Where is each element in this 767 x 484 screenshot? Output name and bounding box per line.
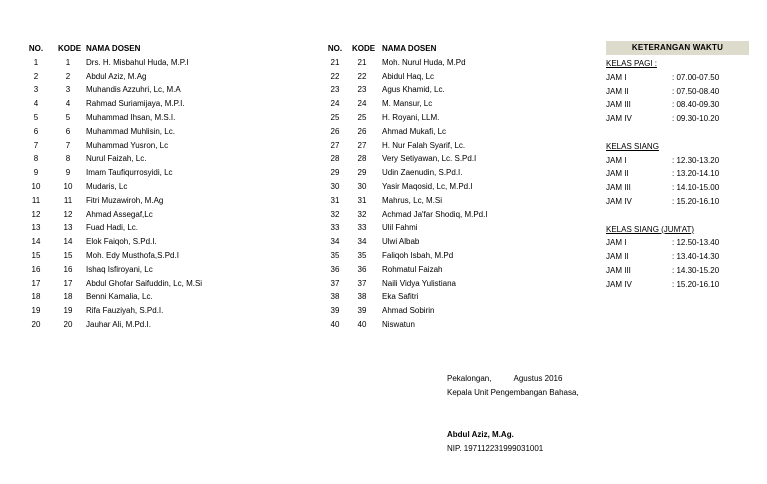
session-row [606,236,749,250]
row-nama: Naili Vidya Yulistiana [382,278,456,288]
table-row [327,304,607,318]
table-row [327,56,607,70]
row-nama: Benni Kamalia, Lc. [86,292,153,302]
table-row [327,277,607,291]
row-no: 27 [330,140,340,150]
row-nama: Udin Zaenudin, S.Pd.I. [382,168,463,178]
row-nama: H. Royani, LLM. [382,112,440,122]
session-title: KELAS SIANG [606,141,659,151]
row-kode: 10 [63,181,73,191]
session-time: : 15.20-16.10 [672,279,720,289]
row-kode: 4 [65,99,71,109]
signature-date: Agustus 2016 [513,374,563,383]
session-jam: JAM IV [606,196,632,206]
table-row [327,235,607,249]
table-row [28,277,308,291]
session-row [606,167,749,181]
row-nama: Jauhar Ali, M.Pd.I. [86,319,151,329]
row-kode: 13 [63,223,73,233]
table-row [28,263,308,277]
session-row [606,278,749,292]
session-jam: JAM I [606,238,627,248]
table-row [327,83,607,97]
row-kode: 9 [65,168,71,178]
row-no: 3 [33,85,39,95]
header-nama: NAMA DOSEN [382,44,437,53]
row-no: 32 [330,209,340,219]
session-row [606,250,749,264]
row-kode: 2 [65,71,71,81]
session-time: : 09.30-10.20 [672,114,720,124]
row-kode: 1 [65,57,71,67]
table-row [28,97,308,111]
row-kode: 38 [357,292,367,302]
row-kode: 33 [357,223,367,233]
row-nama: Rohmatul Faizah [382,264,443,274]
row-nama: Rahmad Suriamijaya, M.P.I. [86,99,185,109]
session-row [606,195,749,209]
row-nama: Moh. Nurul Huda, M.Pd [382,57,466,67]
row-no: 36 [330,264,340,274]
row-nama: Muhandis Azzuhri, Lc, M.A [86,85,181,95]
session-jam: JAM III [606,100,631,110]
row-no: 14 [31,237,41,247]
row-nama: Muhammad Muhlisin, Lc. [86,126,175,136]
row-no: 4 [33,99,39,109]
table-row [327,111,607,125]
session-time: : 12.30-13.20 [672,155,720,165]
row-kode: 21 [357,57,367,67]
row-nama: Eka Safitri [382,292,419,302]
row-no: 1 [33,57,39,67]
row-kode: 18 [63,292,73,302]
session-jam: JAM II [606,169,629,179]
row-nama: Fitri Muzawiroh, M.Ag [86,195,164,205]
row-no: 20 [31,319,41,329]
signature-position: Kepala Unit Pengembangan Bahasa, [447,388,579,397]
table-row [28,221,308,235]
row-kode: 12 [63,209,73,219]
row-no: 28 [330,154,340,164]
session-row [606,112,749,126]
table-row [327,180,607,194]
header-no: NO. [28,44,44,53]
row-kode: 36 [357,264,367,274]
row-kode: 34 [357,237,367,247]
table-row [28,208,308,222]
session-time: : 14.10-15.00 [672,183,720,193]
row-no: 26 [330,126,340,136]
table-row [28,290,308,304]
row-kode: 40 [357,319,367,329]
table-row [28,83,308,97]
row-nama: Very Setiyawan, Lc. S.Pd.I [382,154,477,164]
keterangan-header: KETERANGAN WAKTU [606,41,749,55]
spacer [606,209,749,223]
row-no: 24 [330,99,340,109]
row-no: 17 [31,278,41,288]
table-row [28,152,308,166]
row-nama: Abidul Haq, Lc [382,71,435,81]
row-kode: 16 [63,264,73,274]
row-no: 37 [330,278,340,288]
table-row [28,194,308,208]
session-jam: JAM IV [606,114,632,124]
row-no: 29 [330,168,340,178]
row-nama: Moh. Edy Musthofa,S.Pd.I [86,250,179,260]
row-kode: 29 [357,168,367,178]
keterangan-waktu-panel [606,41,749,292]
row-no: 39 [330,306,340,316]
row-kode: 6 [65,126,71,136]
row-nama: H. Nur Falah Syarif, Lc. [382,140,466,150]
table-row [327,139,607,153]
place-date-line [447,372,747,386]
row-kode: 23 [357,85,367,95]
row-no: 10 [31,181,41,191]
row-kode: 35 [357,250,367,260]
row-no: 5 [33,112,39,122]
signature-place: Pekalongan, [447,374,492,383]
session-time: : 07.00-07.50 [672,72,720,82]
row-nama: Niswatun [382,319,415,329]
session-time: : 15.20-16.10 [672,196,720,206]
row-nama: Yasir Maqosid, Lc, M.Pd.I [382,181,473,191]
row-no: 35 [330,250,340,260]
row-nama: Muhammad Yusron, Lc [86,140,169,150]
session-jam: JAM IV [606,279,632,289]
session-jam: JAM III [606,183,631,193]
table-row [28,139,308,153]
row-nama: Ahmad Mukafi, Lc [382,126,447,136]
row-nama: Muhammad Ihsan, M.S.I. [86,112,176,122]
table-row [327,290,607,304]
header-kode: KODE [58,44,82,53]
session-time: : 07.50-08.40 [672,86,720,96]
session-title: KELAS PAGI : [606,59,657,68]
row-no: 22 [330,71,340,81]
row-nama: Mahrus, Lc, M.Si [382,195,443,205]
row-nama: Ishaq Isfiroyani, Lc [86,264,153,274]
table-row [28,166,308,180]
row-no: 18 [31,292,41,302]
row-kode: 39 [357,306,367,316]
row-kode: 27 [357,140,367,150]
row-nama: Mudaris, Lc [86,181,128,191]
row-no: 19 [31,306,41,316]
row-kode: 7 [65,140,71,150]
table-header [28,42,308,56]
row-nama: Faliqoh Isbah, M.Pd [382,250,454,260]
table-row [28,318,308,332]
row-no: 8 [33,154,39,164]
row-kode: 20 [63,319,73,329]
row-nama: Ulwi Albab [382,237,420,247]
session-row [606,264,749,278]
row-nama: Nurul Faizah, Lc. [86,154,147,164]
table-row [327,152,607,166]
row-no: 12 [31,209,41,219]
row-nama: Ahmad Sobirin [382,306,435,316]
row-kode: 25 [357,112,367,122]
row-kode: 37 [357,278,367,288]
row-no: 16 [31,264,41,274]
row-no: 34 [330,237,340,247]
row-nama: Abdul Ghofar Saifuddin, Lc, M.Si [86,278,203,288]
table-row [327,318,607,332]
dosen-table-right [327,42,607,332]
signature-nip: NIP. 197112231999031001 [447,444,544,453]
table-row [327,249,607,263]
row-kode: 26 [357,126,367,136]
row-nama: Fuad Hadi, Lc. [86,223,139,233]
table-row [327,221,607,235]
row-kode: 3 [65,85,71,95]
row-kode: 17 [63,278,73,288]
row-no: 6 [33,126,39,136]
row-kode: 32 [357,209,367,219]
row-kode: 24 [357,99,367,109]
row-kode: 5 [65,112,71,122]
row-nama: Agus Khamid, Lc. [382,85,445,95]
table-row [28,180,308,194]
row-kode: 30 [357,181,367,191]
row-nama: Achmad Ja'far Shodiq, M.Pd.I [382,209,488,219]
row-kode: 8 [65,154,71,164]
session-time: : 12.50-13.40 [672,238,720,248]
table-row [28,111,308,125]
table-row [28,70,308,84]
header-nama: NAMA DOSEN [86,44,141,53]
row-kode: 11 [63,195,73,205]
header-no: NO. [327,44,343,53]
row-no: 31 [330,195,340,205]
session-row [606,181,749,195]
row-nama: M. Mansur, Lc [382,99,433,109]
row-no: 7 [33,140,39,150]
session-jam: JAM I [606,72,627,82]
table-row [327,70,607,84]
table-row [327,97,607,111]
row-no: 25 [330,112,340,122]
row-no: 40 [330,319,340,329]
signature-name: Abdul Aziz, M.Ag. [447,430,514,439]
table-row [28,56,308,70]
row-kode: 22 [357,71,367,81]
session-jam: JAM II [606,86,629,96]
row-no: 15 [31,250,41,260]
session-row [606,154,749,168]
table-row [28,125,308,139]
row-no: 30 [330,181,340,191]
session-title: KELAS SIANG (JUM'AT) [606,224,695,234]
dosen-table-left [28,42,308,332]
row-kode: 15 [63,250,73,260]
table-row [327,208,607,222]
table-row [327,166,607,180]
session-row [606,98,749,112]
table-row [327,263,607,277]
spacer [606,126,749,140]
table-row [28,235,308,249]
row-no: 38 [330,292,340,302]
row-nama: Imam Taufiqurrosyidi, Lc [86,168,173,178]
table-row [327,125,607,139]
row-no: 23 [330,85,340,95]
header-kode: KODE [352,44,376,53]
table-row [28,304,308,318]
row-nama: Drs. H. Misbahul Huda, M.P.I [86,57,189,67]
row-no: 9 [33,168,39,178]
session-time: : 13.20-14.10 [672,169,720,179]
row-nama: Ahmad Assegaf,Lc [86,209,153,219]
row-kode: 31 [357,195,367,205]
row-nama: Abdul Aziz, M.Ag [86,71,147,81]
row-no: 11 [31,195,41,205]
row-nama: Ulil Fahmi [382,223,418,233]
table-header [327,42,607,56]
session-jam: JAM II [606,252,629,262]
session-jam: JAM I [606,155,627,165]
signature-block [447,372,747,456]
session-row [606,85,749,99]
row-no: 2 [33,71,39,81]
session-time: : 13.40-14.30 [672,252,720,262]
table-row [327,194,607,208]
row-kode: 19 [63,306,73,316]
session-jam: JAM III [606,265,631,275]
row-no: 13 [31,223,41,233]
session-time: : 14.30-15.20 [672,265,720,275]
row-no: 33 [330,223,340,233]
table-row [28,249,308,263]
session-time: : 08.40-09.30 [672,100,720,110]
row-nama: Rifa Fauziyah, S.Pd.I. [86,306,164,316]
row-kode: 14 [63,237,73,247]
row-nama: Elok Faiqoh, S.Pd.I. [86,237,157,247]
session-row [606,71,749,85]
row-no: 21 [330,57,340,67]
row-kode: 28 [357,154,367,164]
